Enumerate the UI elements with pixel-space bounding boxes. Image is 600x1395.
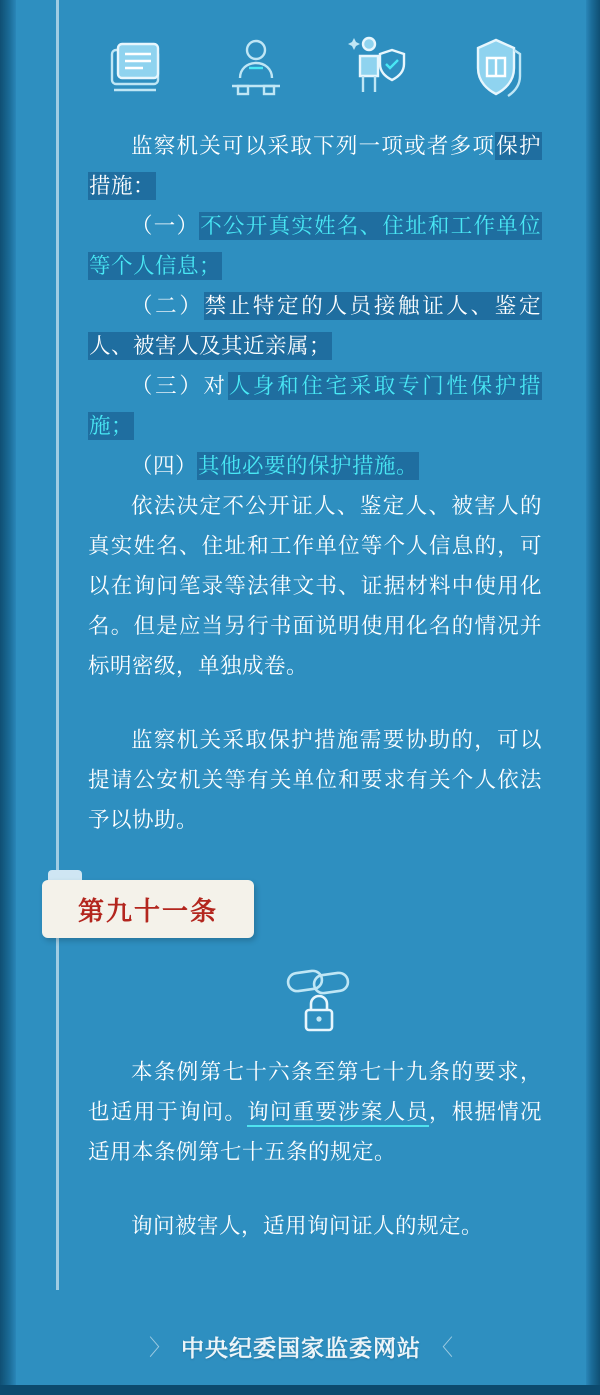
- icon-strip-top: [96, 28, 536, 108]
- text-run: （四）: [131, 454, 198, 478]
- text-run: 人身和住宅采取专门性保护措施；: [89, 374, 541, 438]
- text-run: （三）对: [131, 374, 228, 398]
- footer-site-name: 中央纪委国家监委网站: [181, 1334, 421, 1361]
- section-heading-label: 第九十一条: [77, 896, 218, 926]
- paragraph: [88, 446, 542, 486]
- paragraph: [88, 366, 542, 446]
- page-edge-right: [586, 0, 600, 1395]
- text-run: 监察机关可以采取下列一项或者多项: [131, 134, 496, 158]
- person-shield-icon: [336, 28, 416, 108]
- timeline-rule: [56, 0, 59, 1290]
- text-run: 询问被害人，适用询问证人的规定。: [131, 1214, 484, 1238]
- section-heading-tag: [42, 880, 272, 946]
- text-run: 询问重要涉案人员: [247, 1100, 429, 1127]
- text-run: ，根据情况适用本条例第七十五条的规定。: [88, 1100, 542, 1164]
- document-page: [16, 0, 586, 1395]
- paragraph: [88, 286, 542, 366]
- paragraph: [88, 1052, 542, 1172]
- paragraph-gap: [88, 686, 542, 720]
- footer-watermark: [16, 1323, 586, 1369]
- text-run: 其他必要的保护措施。: [198, 454, 419, 478]
- id-card-icon: [96, 28, 176, 108]
- text-run: 保护措施：: [89, 134, 541, 198]
- text-run: 依法决定不公开证人、鉴定人、被害人的真实姓名、住址和工作单位等个人信息的，可以在询问笔录等法律文书、证据材料中使用化名。但是应当另行书面说明使用化名的情况并标明密级，单独成卷。: [88, 494, 542, 678]
- footer-right-mark: 〈: [431, 1334, 454, 1360]
- paragraph: [88, 486, 542, 686]
- footer-left-mark: 〉: [148, 1334, 171, 1360]
- text-run: （一）: [131, 214, 200, 238]
- shield-book-icon: [456, 28, 536, 108]
- person-table-icon: [216, 28, 296, 108]
- paragraph: [88, 206, 542, 286]
- page-edge-left: [0, 0, 16, 1395]
- text-run: （二）: [131, 294, 204, 318]
- article-body-part1: [88, 126, 542, 840]
- paragraph: [88, 1206, 542, 1246]
- text-run: 本条例第七十六条至第七十九条的要求，也适用于询问。: [88, 1060, 542, 1124]
- text-run: 监察机关采取保护措施需要协助的，可以提请公安机关等有关单位和要求有关个人依法予以协助。: [88, 728, 542, 832]
- paragraph-gap: [88, 1172, 542, 1206]
- paragraph: [88, 126, 542, 206]
- text-run: 不公开真实姓名、住址和工作单位等个人信息；: [89, 214, 541, 278]
- bottom-strip: [0, 1385, 600, 1395]
- article-body-part2: [88, 1052, 542, 1246]
- text-run: 禁止特定的人员接触证人、鉴定人、被害人及其近亲属；: [89, 294, 541, 358]
- lock-chain-icon: [274, 960, 364, 1050]
- paragraph: [88, 720, 542, 840]
